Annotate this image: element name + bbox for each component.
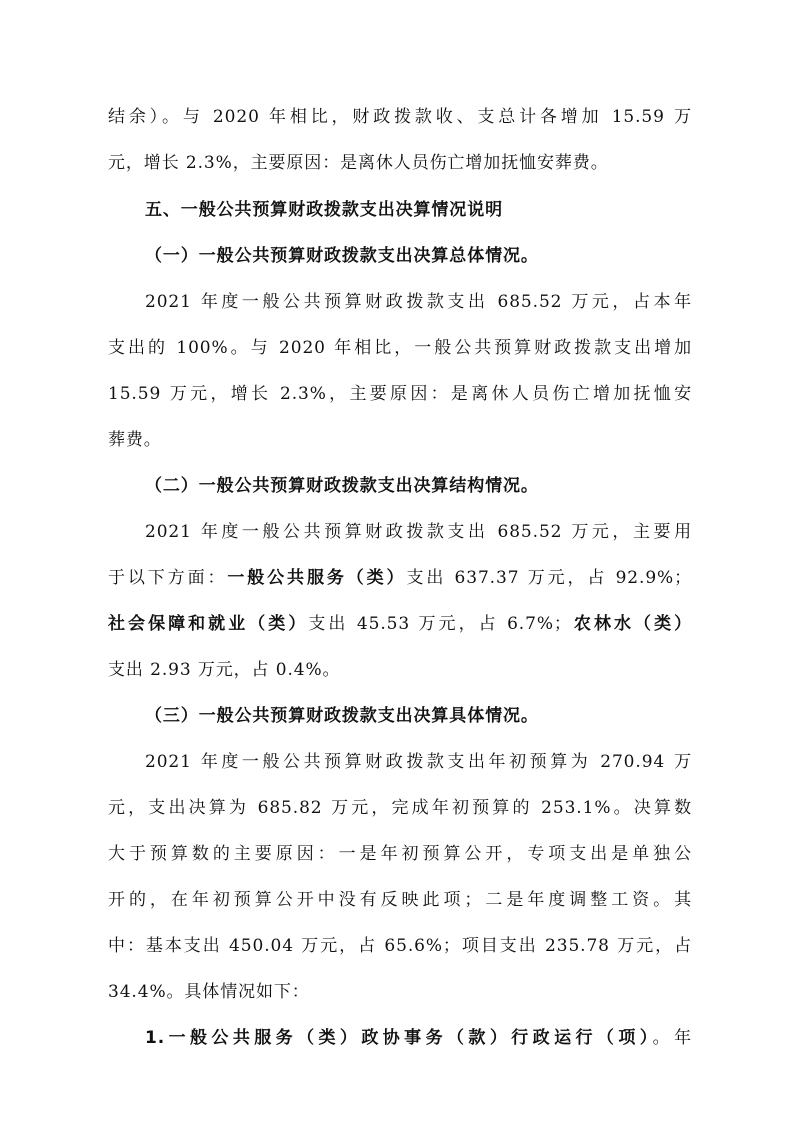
- category-social-security: 社会保障和就业（类）: [108, 614, 309, 634]
- subsection-heading: （二）一般公共预算财政拨款支出决算结构情况。: [145, 476, 539, 496]
- paragraph-line: 大于预算数的主要原因：一是年初预算公开，专项支出是单独公: [108, 844, 692, 864]
- paragraph-line: 结余）。与 2020 年相比，财政拨款收、支总计各增加 15.59 万: [108, 107, 692, 127]
- line-text: 支出 45.53 万元，占 6.7%；: [308, 614, 572, 634]
- paragraph-line: 中：基本支出 450.04 万元，占 65.6%；项目支出 235.78 万元，占: [108, 936, 692, 956]
- line-text: 于以下方面：: [108, 568, 228, 588]
- subsection-heading: （一）一般公共预算财政拨款支出决算总体情况。: [145, 246, 539, 266]
- paragraph-line: 34.4%。具体情况如下：: [108, 982, 310, 1002]
- paragraph-line: 2021 年度一般公共预算财政拨款支出 685.52 万元，占本年: [145, 292, 692, 312]
- line-text: 支出 637.37 万元，占 92.9%；: [406, 568, 692, 588]
- paragraph-line: 2021 年度一般公共预算财政拨款支出 685.52 万元，主要用: [145, 522, 692, 542]
- subsection-heading: （三）一般公共预算财政拨款支出决算具体情况。: [145, 706, 539, 726]
- category-general-public-services: 一般公共服务（类）: [227, 568, 407, 588]
- paragraph-line: 元，增长 2.3%，主要原因：是离休人员伤亡增加抚恤安葬费。: [108, 153, 609, 173]
- item-heading-line: [145, 1026, 692, 1050]
- section-heading: 五、一般公共预算财政拨款支出决算情况说明: [145, 200, 503, 220]
- paragraph-line: 支出 2.93 万元，占 0.4%。: [108, 660, 341, 680]
- line-text: 。年: [652, 1028, 692, 1048]
- paragraph-line: [108, 612, 692, 636]
- paragraph-line: 2021 年度一般公共预算财政拨款支出年初预算为 270.94 万: [145, 752, 692, 772]
- paragraph-line: 元，支出决算为 685.82 万元，完成年初预算的 253.1%。决算数: [108, 798, 692, 818]
- item-heading: 1.一般公共服务（类）政协事务（款）行政运行（项）: [145, 1028, 653, 1048]
- category-agriculture: 农林水（类）: [571, 614, 693, 634]
- paragraph-line: 开的，在年初预算公开中没有反映此项；二是年度调整工资。其: [108, 890, 692, 910]
- paragraph-line: 15.59 万元，增长 2.3%，主要原因：是离休人员伤亡增加抚恤安: [108, 384, 692, 404]
- paragraph-line: 支出的 100%。与 2020 年相比，一般公共预算财政拨款支出增加: [108, 338, 692, 358]
- paragraph-line: 葬费。: [108, 430, 162, 450]
- paragraph-line: [108, 566, 692, 590]
